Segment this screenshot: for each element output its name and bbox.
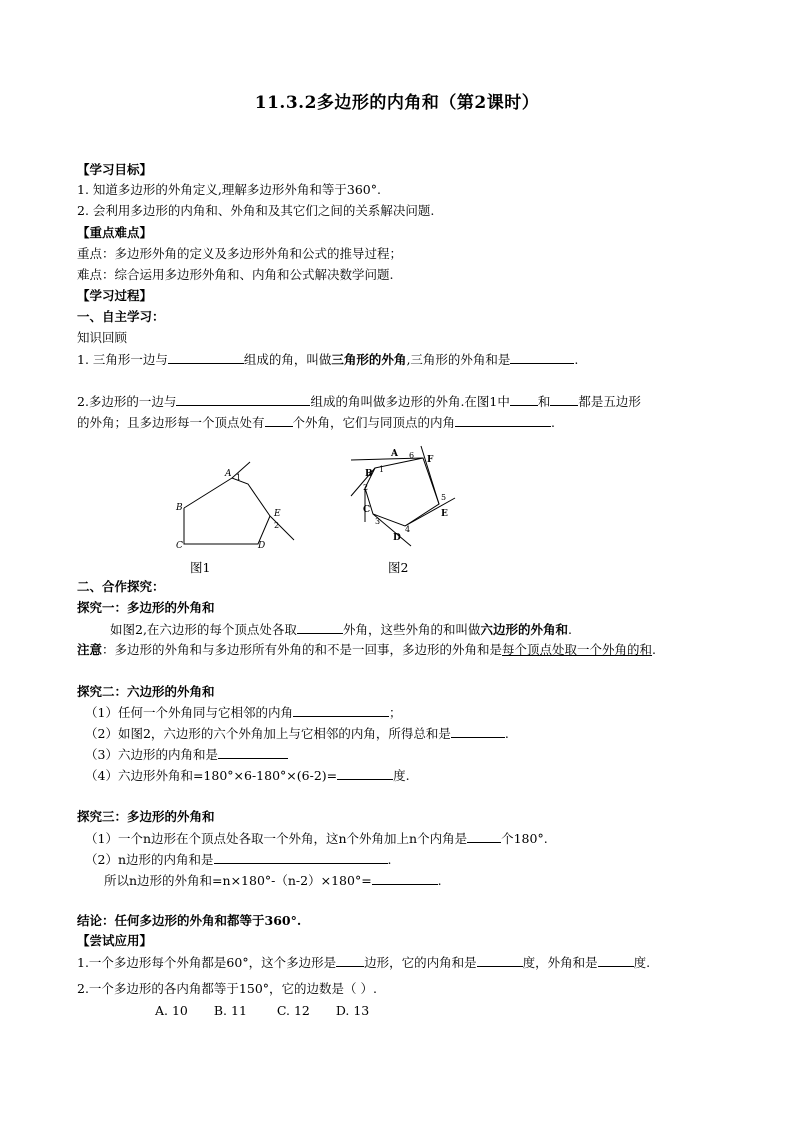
e2-2-blank[interactable] [451, 724, 505, 738]
e1-bold: 六边形的外角和 [480, 622, 568, 637]
explore-3-title [77, 808, 215, 826]
label-5: 5 [441, 493, 447, 502]
q1-part-b: 组成的角，叫做 [243, 352, 332, 367]
label-c: C [176, 541, 183, 551]
e2-4-end: 度. [393, 768, 410, 783]
explore-3-item-2 [85, 850, 392, 869]
label-f: F [427, 455, 434, 465]
e3-2-blank[interactable] [214, 850, 388, 864]
option-a[interactable]: A. 10 [155, 1003, 188, 1018]
aq1-part-b: 边形，它的内角和是 [364, 955, 477, 970]
q2-part-a: 2.多边形的一边与 [77, 394, 177, 409]
explore-2-item-3 [85, 745, 288, 764]
figure-1-pentagon [170, 456, 310, 556]
q2-part-d: 都是五边形 [578, 394, 641, 409]
label-2: 2 [363, 483, 369, 492]
goal-item-2: 2. 会利用多边形的内角和、外角和及其它们之间的关系解决问题. [77, 203, 435, 218]
note-end: . [652, 642, 657, 657]
key-focus: 重点：多边形外角的定义及多边形外角和公式的推导过程； [77, 246, 403, 261]
e3-2-text: （2）n边形的内角和是 [85, 852, 214, 867]
note-underlined: 每个顶点处取一个外角的和 [502, 642, 653, 657]
q1-blank-2[interactable] [510, 350, 574, 364]
e3-3-end: . [437, 873, 442, 888]
option-b[interactable]: B. 11 [213, 1003, 247, 1018]
figure-1-caption: 图1 [190, 560, 211, 575]
process-heading: 【学习过程】 [77, 288, 153, 303]
q1-blank-1[interactable] [168, 350, 244, 364]
e2-4-blank[interactable] [337, 766, 393, 780]
apply-heading: 【尝试应用】 [77, 933, 153, 948]
e3-2-end: . [387, 852, 392, 867]
e1-part-b: 外角，这些外角的和叫做 [342, 622, 481, 637]
e2-1-text: （1）任何一个外角同与它相邻的内角 [85, 705, 293, 720]
label-c: C [363, 505, 371, 515]
figure-2-caption: 图2 [388, 560, 409, 575]
e3-3-blank[interactable] [372, 871, 438, 885]
figure-2-hexagon [345, 440, 465, 550]
q2-end: . [551, 415, 556, 430]
label-b: B [176, 503, 183, 513]
explore-2-item-1 [85, 703, 401, 722]
q1-part-c: ,三角形的外角和是 [406, 352, 511, 367]
key-difficulty: 难点：综合运用多边形外角和、内角和公式解决数学问题. [77, 267, 394, 282]
goal-item-1: 1. 知道多边形的外角定义,理解多边形外角和等于360°. [77, 182, 381, 197]
e3-1-end: 个180°. [501, 831, 548, 846]
explore-2-item-2 [85, 724, 509, 743]
explore-1-title-text: 探究一：多边形的外角和 [77, 600, 215, 615]
e2-4-text: （4）六边形外角和=180°×6-180°×(6-2)= [85, 768, 338, 783]
pentagon-outline [184, 478, 270, 544]
e3-1-blank[interactable] [467, 829, 501, 843]
question-2-line-1 [77, 392, 641, 411]
aq1-part-a: 1.一个多边形每个外角都是60°，这个多边形是 [77, 955, 337, 970]
e2-3-blank[interactable] [218, 745, 288, 759]
label-d: D [258, 541, 266, 551]
label-1: 1 [236, 473, 242, 482]
e2-3-text: （3）六边形的内角和是 [85, 747, 218, 762]
e1-blank[interactable] [297, 620, 343, 634]
label-2: 2 [274, 521, 280, 530]
apply-options [155, 1002, 369, 1020]
label-e: E [274, 509, 281, 519]
explore-2-item-4 [85, 766, 410, 785]
label-1: 1 [379, 465, 385, 474]
explore-3-item-1 [85, 829, 548, 848]
aq1-blank-3[interactable] [598, 953, 634, 967]
explore-3-item-3 [104, 871, 442, 890]
q2-blank-3[interactable] [550, 392, 578, 406]
label-a: A [391, 449, 398, 459]
option-c[interactable]: C. 12 [276, 1003, 310, 1018]
q1-bold: 三角形的外角 [331, 352, 407, 367]
q2-blank-5[interactable] [455, 413, 551, 427]
q2-part-b: 组成的角叫做多边形的外角.在图1中 [310, 394, 510, 409]
label-e: E [441, 509, 448, 519]
label-b: B [365, 469, 373, 479]
self-study-heading: 一、自主学习： [77, 309, 165, 324]
note-text: ：多边形的外角和与多边形所有外角的和不是一回事，多边形的外角和是 [102, 642, 503, 657]
note-label: 注意 [77, 642, 103, 657]
q2-part-f: 个外角，它们与同顶点的内角 [292, 415, 456, 430]
e2-1-end: ； [388, 705, 402, 720]
q1-part-a: 1. 三角形一边与 [77, 352, 168, 367]
apply-question-1 [77, 953, 650, 972]
goals-heading: 【学习目标】 [77, 162, 153, 177]
label-d: D [393, 533, 401, 543]
apply-question-2: 2.一个多边形的各内角都等于150°，它的边数是（ ）. [77, 981, 377, 996]
q2-part-e: 的外角；且多边形每一个顶点处有 [77, 415, 265, 430]
explore-2-title-text: 探究二：六边形的外角和 [77, 684, 215, 699]
question-2-line-2 [77, 413, 555, 432]
page-title: 11.3.2多边形的内角和（第2课时） [254, 93, 540, 113]
label-4: 4 [405, 525, 411, 534]
explore-3-title-text: 探究三：多边形的外角和 [77, 809, 215, 824]
explore-1-title [77, 599, 215, 617]
e2-2-end: . [504, 726, 509, 741]
e2-2-text: （2）如图2，六边形的六个外角加上与它相邻的内角，所得总和是 [85, 726, 451, 741]
conclusion: 结论：任何多边形的外角和都等于360°. [77, 913, 302, 928]
aq1-blank-2[interactable] [477, 953, 523, 967]
option-d[interactable]: D. 13 [335, 1003, 370, 1018]
label-3: 3 [375, 517, 381, 526]
aq1-part-c: 度，外角和是 [522, 955, 598, 970]
e1-end: . [567, 622, 572, 637]
key-heading: 【重点难点】 [77, 225, 153, 240]
q1-end: . [574, 352, 579, 367]
question-1 [77, 350, 578, 369]
q2-blank-2[interactable] [510, 392, 538, 406]
aq1-blank-1[interactable] [336, 953, 364, 967]
e2-1-blank[interactable] [293, 703, 389, 717]
e3-3-text: 所以n边形的外角和=n×180°-（n-2）×180°= [104, 873, 372, 888]
e3-1-text: （1）一个n边形在个顶点处各取一个外角，这n个外角加上n个内角是 [85, 831, 468, 846]
label-6: 6 [409, 451, 415, 460]
coop-heading: 二、合作探究： [77, 579, 165, 594]
e1-part-a: 如图2,在六边形的每个顶点处各取 [110, 622, 297, 637]
q2-part-c: 和 [537, 394, 551, 409]
q2-blank-4[interactable] [265, 413, 293, 427]
aq1-part-d: 度. [633, 955, 651, 970]
label-a: A [225, 469, 232, 479]
explore-1-text [110, 620, 572, 639]
explore-2-title [77, 683, 215, 701]
q2-blank-1[interactable] [176, 392, 310, 406]
review-label: 知识回顾 [77, 330, 128, 345]
note-line [77, 641, 656, 659]
